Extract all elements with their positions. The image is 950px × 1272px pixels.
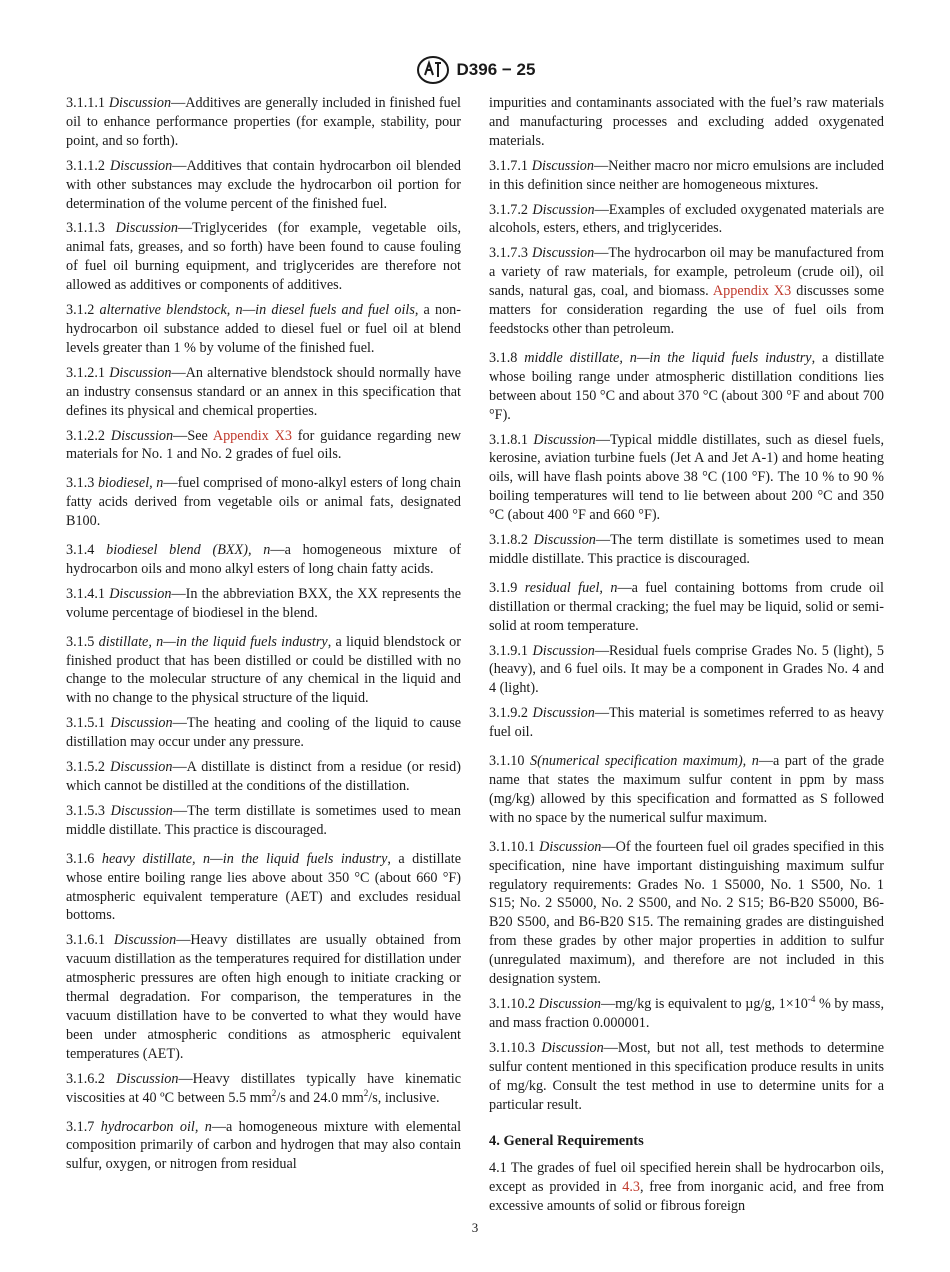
appendix-x3-link[interactable]: Appendix X3 — [212, 427, 292, 444]
page-header — [0, 55, 950, 87]
para-3-1-6-2: 3.1.6.2 Discussion—Heavy distillates typically have kinematic viscosities at 40 ºC between 5.5 $mm^2/s$ and 24.0 $mm^2/s$, inclusive. — [66, 1070, 461, 1106]
para-3-1-5-2: 3.1.5.2 Discussion—A distillate is distinct from a residue (or resid) which cannot be distilled at the conditions of the distillation. — [66, 759, 461, 794]
page-number: 3 — [471, 1220, 479, 1235]
astm-logo-icon — [415, 55, 451, 85]
para-3-1-5: 3.1.5 distillate, n—in the liquid fuels industry, a liquid blendstock or finished product that has been distilled or could be distilled with no change to the molecular structure of any chemical in the liquid and with no change to the physical structure of the liquid. — [66, 633, 461, 707]
para-3-1-2-1: 3.1.2.1 Discussion—An alternative blendstock should normally have an industry consensus standard or an annex in this specification that defines its physical and chemical properties. — [66, 364, 461, 419]
para-3-1-4: 3.1.4 biodiesel blend (BXX), n—a homogeneous mixture of hydrocarbon oils and mono alkyl esters of long chain fatty acids. — [66, 542, 461, 577]
para-3-1-7: 3.1.7 hydrocarbon oil, n—a homogeneous mixture with elemental composition primarily of carbon and hydrogen that may also contain sulfur, oxygen, or nitrogen from residual — [66, 1118, 462, 1173]
section-heading: 4. General Requirements — [489, 1133, 644, 1150]
right-column — [489, 94, 884, 1222]
para-3-1-8-1: 3.1.8.1 Discussion—Typical middle distillates, such as diesel fuels, kerosine, aviation turbine fuels (Jet A and Jet A-1) and home heating oils, will have flash points above 38 °C (100 °F). The 10 % to 90 % boiling temperatures will tend to lie between about 200 °C and 350 °C (about 400 °F and 660 °F). — [489, 431, 885, 524]
para-3-1-9-2: 3.1.9.2 Discussion—This material is sometimes referred to as heavy fuel oil. — [489, 705, 885, 741]
para-3-1-10-3: 3.1.10.3 Discussion—Most, but not all, test methods to determine sulfur content mentioned in this specification produce results in units of mg/kg. Consult the test method in use to determine units for a particular result. — [489, 1039, 885, 1113]
para-3-1-6: 3.1.6 heavy distillate, n—in the liquid fuels industry, a distillate whose entire boiling range lies above about 350 °C (about 660 °F) atmospheric equivalent temperature (AET) and excludes residual bottoms. — [66, 850, 461, 924]
para-3-1-10: 3.1.10 S(numerical specification maximum), n—a part of the grade name that states the maximum sulfur content in ppm by mass (mg/kg) allowed by this specification and formatted as S followed with no space by the numerical sulfur maximum. — [489, 753, 885, 826]
para-3-1-7-2: 3.1.7.2 Discussion—Examples of excluded oxygenated materials are alcohols, esters, ethers, and triglycerides. — [489, 201, 885, 237]
para-3-1-9: 3.1.9 residual fuel, n—a fuel containing bottoms from crude oil distillation or thermal cracking; the fuel may be liquid, solid or semi-solid at room temperature. — [489, 579, 884, 634]
para-3-1-8-2: 3.1.8.2 Discussion—The term distillate is sometimes used to mean middle distillate. This practice is discouraged. — [489, 532, 885, 567]
para-3-1-5-1: 3.1.5.1 Discussion—The heating and cooling of the liquid to cause distillation may occur under any pressure. — [66, 715, 462, 751]
para-3-1-10-2: 3.1.10.2 Discussion—mg/kg is equivalent to µg/g, $1\times 10^{-4}$ % by mass, and mass fraction 0.000001. — [489, 993, 885, 1031]
para-3-1-4-1: 3.1.4.1 Discussion—In the abbreviation BXX, the XX represents the volume percentage of biodiesel in the blend. — [66, 585, 462, 621]
para-3-1-2: 3.1.2 alternative blendstock, n—in diesel fuels and fuel oils, a non-hydrocarbon oil substance added to diesel fuel or fuel oil at blend levels greater than 1 % by volume of the finished fuel. — [66, 302, 461, 356]
para-3-1-9-1: 3.1.9.1 Discussion—Residual fuels comprise Grades No. 5 (light), 5 (heavy), and 6 fuel oils. It may be a component in Grades No. 4 and 4 (light). — [489, 642, 885, 697]
para-3-1-1-1: 3.1.1.1 Discussion—Additives are generally included in finished fuel oil to enhance performance properties (for example, stability, pour point, and so forth). — [66, 95, 461, 149]
para-3-1-1-2: 3.1.1.2 Discussion—Additives that contain hydrocarbon oil blended with other substances may exclude the hydrocarbon oil portion for determination of the volume percent of the finished fuel. — [66, 157, 461, 212]
para-3-1-5-3: 3.1.5.3 Discussion—The term distillate is sometimes used to mean middle distillate. This practice is discouraged. — [66, 802, 462, 838]
para-3-1-7-cont: impurities and contaminants associated with the fuel’s raw materials and manufacturing processes and excluding added oxygenated materials. — [489, 95, 884, 149]
appendix-x3-link[interactable]: Appendix X3 — [712, 283, 792, 300]
left-column — [66, 94, 461, 1180]
para-3-1-1-3: 3.1.1.3 Discussion—Triglycerides (for example, vegetable oils, animal fats, greases, and so forth) have been found to cause fouling of fuel oil burning equipment, and triglycerides are therefore not allowed as additives or components of additives. — [66, 220, 462, 294]
para-3-1-2-2: 3.1.2.2 Discussion—See Appendix X3 for guidance regarding new materials for No. 1 and No. 2 grades of fuel oils. — [66, 427, 462, 463]
section-4-3-link[interactable]: 4.3 — [622, 1179, 641, 1196]
para-3-1-8: 3.1.8 middle distillate, n—in the liquid fuels industry, a distillate whose boiling range under atmospheric distillation conditions lies between about 150 °C and about 370 °C (about 300 °F and about 700 °F). — [489, 349, 884, 423]
para-4-1: 4.1 The grades of fuel oil specified herein shall be hydrocarbon oils, except as provided in 4.3, free from inorganic acid, and free from excessive amounts of solid or fibrous foreign — [489, 1160, 884, 1215]
designation: D396 − 25 — [456, 60, 536, 79]
para-3-1-3: 3.1.3 biodiesel, n—fuel comprised of mono-alkyl esters of long chain fatty acids derived from vegetable oils or animal fats, designated B100. — [66, 475, 462, 530]
para-3-1-7-3: 3.1.7.3 Discussion—The hydrocarbon oil may be manufactured from a variety of raw materials, for example, petroleum (crude oil), oil sands, natural gas, coal, and biomass. Appendix X3 discusses some matters for consideration regarding the use of fuel oils from feedstocks other than petroleum. — [489, 245, 885, 337]
para-3-1-6-1: 3.1.6.1 Discussion—Heavy distillates are usually obtained from vacuum distillation as the temperatures required for distillation under atmospheric pressures are often high enough to initiate cracking or thermal degradation. For comparison, the temperatures in the vacuum distillation have to be converted to what they would have been under atmospheric conditions as atmospheric equivalent temperatures (AET). — [66, 932, 461, 1062]
para-3-1-7-1: 3.1.7.1 Discussion—Neither macro nor micro emulsions are included in this definition since neither are homogeneous mixtures. — [489, 157, 884, 193]
para-3-1-10-1: 3.1.10.1 Discussion—Of the fourteen fuel oil grades specified in this specification, nine have important distinguishing maximum sulfur regulatory requirements: Grades No. 1 S5000, No. 1 S500, No. 1 S15; No. 2 S5000, No. 2 S500, and No. 2 S15; B6-B20 S5000, B6-B20 S500, and B6-B20 S15. The remaining grades are distinguished from these grades by other major properties in addition to sulfur (unregulated maximum), and therefore are not included in this designation system. — [489, 838, 885, 988]
